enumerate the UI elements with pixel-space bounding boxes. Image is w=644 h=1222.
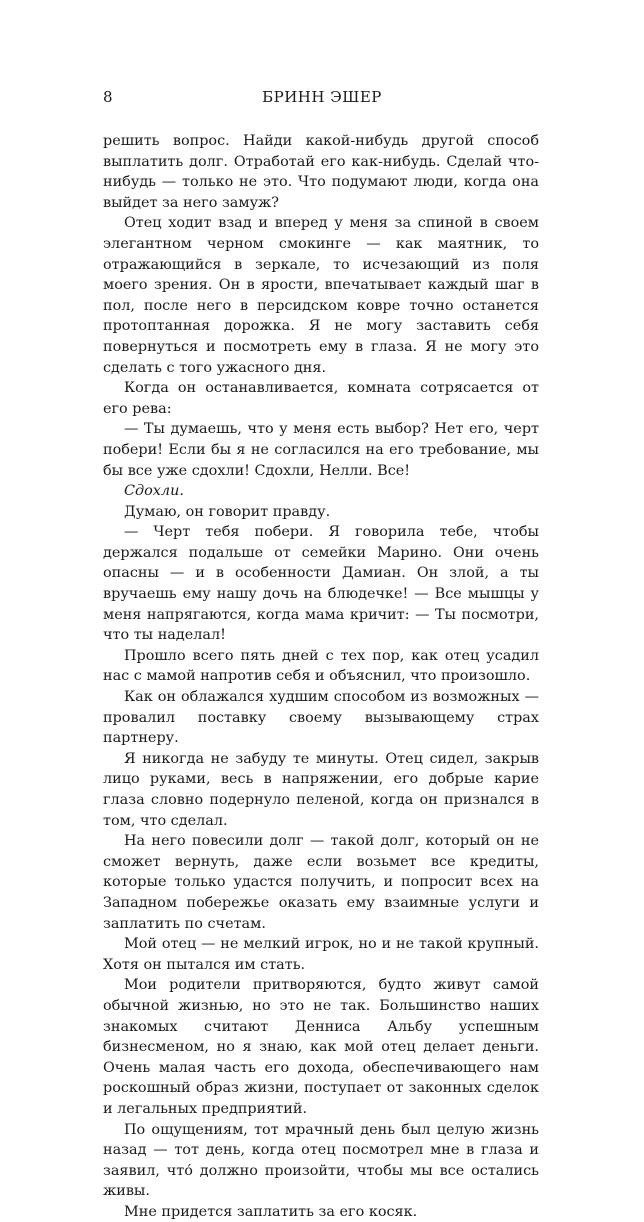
body-text — [103, 131, 539, 1222]
paragraph: По ощущениям, тот мрачный день был целую жизнь назад — тот день, когда отец посмотрел мне в глаза и заявил, что́ должно произойти, чтобы мы все остались живы. — [103, 1121, 539, 1200]
italic-text: Сдохли. — [124, 483, 184, 500]
paragraph: решить вопрос. Найди какой-нибудь другой способ выплатить долг. Отработай его как-нибудь. Сделай что-нибудь — только не это. Что подумают люди, когда она выйдет за него замуж? — [103, 133, 539, 211]
paragraph: — Черт тебя побери. Я говорила тебе, чтобы держался подальше от семейки Марино. Они очень опасны — и в особенности Дамиан. Он злой, а ты вручаешь ему нашу дочь на блюдечке! — Все мышцы у меня напрягаются, когда мама кричит: — Ты посмотри, что ты наделал! — [103, 524, 539, 644]
paragraph: Мне придется заплатить за его косяк. — [124, 1203, 418, 1220]
running-head — [103, 88, 541, 108]
page-number: 8 — [103, 88, 114, 106]
paragraph-italic — [103, 481, 539, 502]
paragraph: Думаю, он говорит правду. — [124, 503, 331, 520]
paragraph: Как он облажался худшим способом из возможных — провалил поставку своему вызывающему страх партнеру. — [103, 689, 539, 747]
paragraph: На него повесили долг — такой долг, который он не сможет вернуть, даже если возьмет все кредиты, которые только удастся получить, и попросит всех на Западном побережье оказать ему взаимные услуги и заплатить по счетам. — [103, 833, 539, 932]
paragraph: — Ты думаешь, что у меня есть выбор? Нет его, черт побери! Если бы я не согласился на его требование, мы бы все уже сдохли! Сдохли, Нелли. Все! — [103, 421, 539, 479]
paragraph: Когда он останавливается, комната сотрясается от его рева: — [103, 380, 539, 417]
paragraph: Мой отец — не мелкий игрок, но и не такой крупный. Хотя он пытался им стать. — [103, 936, 539, 973]
paragraph: Мои родители притворяются, будто живут самой обычной жизнью, но это не так. Большинство наших знакомых считают Денниса Альбу успешным бизнесменом, но я знаю, как мой отец делает деньги. Очень малая часть его дохода, обеспечивающего нам роскошный образ жизни, поступает от законных сделок и легальных предприятий. — [103, 977, 539, 1117]
paragraph: Отец ходит взад и вперед у меня за спиной в своем элегантном черном смокинге — как маятник, то отражающийся в зеркале, то исчезающий из поля моего зрения. Он в ярости, впечатывает каждый шаг в пол, после него в персидском ковре точно останется протоптанная дорожка. Я не могу заставить себя повернуться и посмотреть ему в глаза. Я не могу это сделать с того ужасного дня. — [103, 215, 539, 376]
paragraph: Я никогда не забуду те минуты. Отец сидел, закрыв лицо руками, весь в напряжении, его добрые карие глаза словно подернуло пеленой, когда он признался в том, что сделал. — [103, 750, 539, 829]
book-author: БРИНН ЭШЕР — [262, 88, 382, 106]
paragraph: Прошло всего пять дней с тех пор, как отец усадил нас с мамой напротив себя и объяснил, что произошло. — [103, 647, 539, 685]
